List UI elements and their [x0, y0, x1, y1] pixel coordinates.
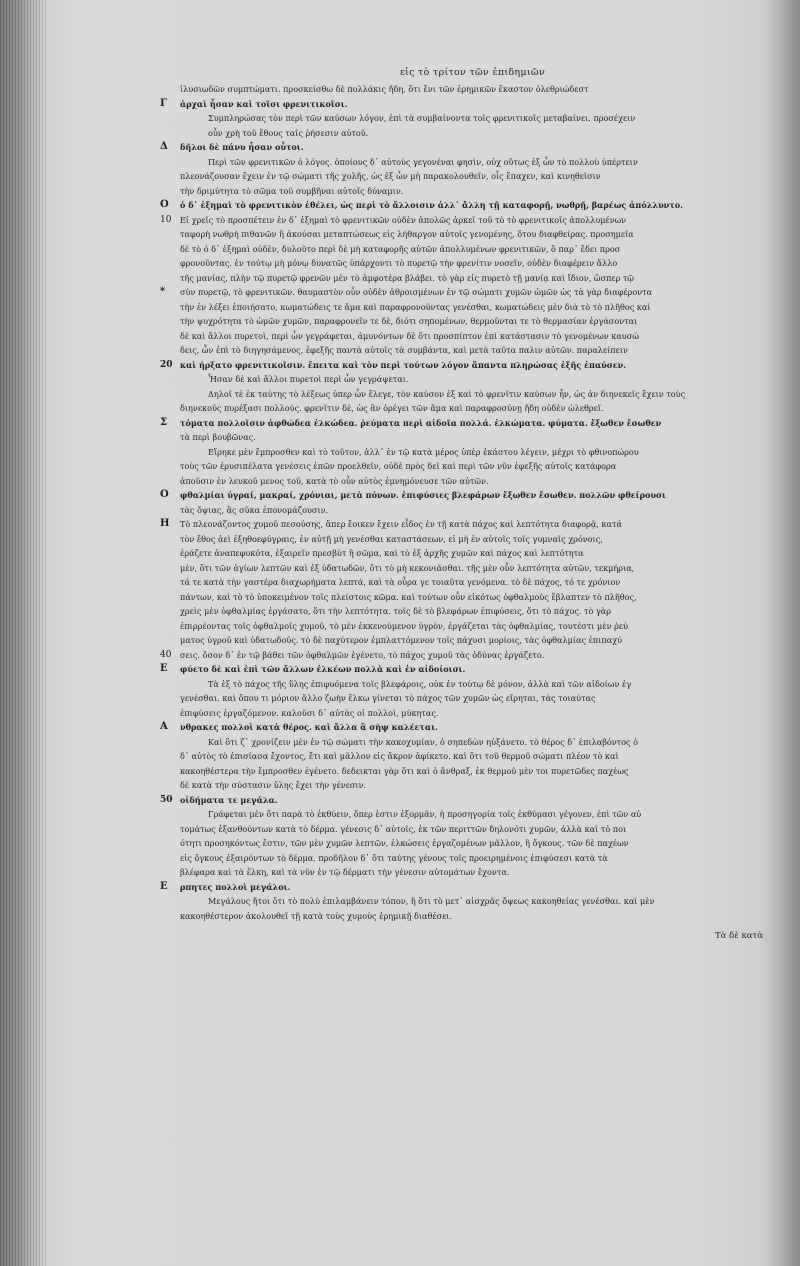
- line-text: Δηλοῖ τὲ ἐκ ταύτης τὸ λέξεως ὑπερ ὧν ἔλεγε, τὸν καύσον ἐξ καὶ τὸ φρενῖτιν καύσων ἦν, ὡς ἀν διηνεκεῖς ἔχειν τοὺς: [208, 388, 686, 399]
- line-text: φρονοῦντας. ἐν τούτῳ μὴ μόνῳ δυνατῶς ὑπάρχοντι τὸ πυρετῷ τὴν φρενίτιν νοσεῖν, οὐδὲν διαφέρειν ἄλλο: [180, 258, 618, 268]
- line-text: εἰς ὄγκους ἐξαιρόντων τὸ δέρμα. προδῆλον δ᾽ ὅτι ταύτης γένους τοῖς προειρημένοις ἐπιφύσεσι κατὰ τὰ: [180, 852, 608, 863]
- marginal-initial: Σ: [160, 416, 168, 428]
- commentary-line: [180, 532, 765, 547]
- catchword: Τὰ δὲ κατὰ: [715, 931, 763, 941]
- lemma-line: [160, 198, 765, 213]
- commentary-line: [160, 285, 765, 300]
- commentary-line: [180, 242, 765, 257]
- line-text: τὸν ἔθος ἀεὶ ἐξηθοεφύγραις, ἐν αὐτῇ μὴ γενέσθαι καταστάσεων, εἰ μὴ ἐν αὐτοῖς τοῖς γυμναῖς χρόνοις,: [180, 533, 603, 544]
- line-text: φύετο δὲ καὶ ἐπὶ τῶν ἄλλων ἑλκέων πολλὰ καὶ ἐν αἰδοίοισι.: [180, 664, 466, 674]
- commentary-line: [180, 619, 765, 634]
- commentary-line: [180, 184, 765, 199]
- marginal-initial: Α: [160, 721, 168, 732]
- commentary-line: [180, 314, 765, 329]
- marginal-initial: Η: [160, 518, 170, 529]
- line-text: Συμπληρώσας τὸν περὶ τῶν καύσων λόγον, ἐπὶ τὰ συμβαίνοντα τοῖς φρενιτικοῖς μεταβαίνει. προσέχειν: [208, 113, 636, 123]
- line-text: δ᾽ αὐτὸς τὸ ἐπισίασα ἔχοντος, ἔτι καὶ μᾶλλον εἰς ἄκρον ἀφίκετο. καὶ ὅτι τοῦ θερμοῦ σώματι πλέον τὸ καὶ: [180, 751, 619, 761]
- commentary-line: [180, 735, 765, 750]
- lemma-line: [160, 97, 765, 112]
- line-text: γενέσθαι. καὶ ὅπου τι μόριον ἄλλο ζωὴν ἕλκω γίνεται τὸ πάχος τῶν χυμῶν ὡς εἴρηται, τὰς τοιαύτας: [180, 693, 596, 703]
- commentary-line: [180, 764, 765, 779]
- line-text: μὲν, ὅτι τῶν ἀγίων λεπτῶν καὶ ἐξ ὑδατωδῶν, ὅτι τὸ μὴ κεκονιᾶσθαι. τῆς μὲν οὖν λεπτότητα αὐτῶν, τεκμήρια,: [180, 562, 635, 573]
- line-text: Τὰ ἐξ τὸ πάχος τῆς ὕλης ἐπιφυόμενα τοῖς βλεφάροις, οὐκ ἐν τούτῳ δὲ μόνον, ἀλλὰ καὶ τῶν αἰδοίων ἐγ: [208, 678, 632, 689]
- line-text: ἰλυσιωδῶν συμπτώματι. προσκείσθω δὲ πολλάκις ἤδη, ὅτι ἔνι τῶν ἐρημικῶν ἕκαστον ὀλεθριώδεστ: [180, 84, 589, 94]
- line-text: δεις, ὧν ἐπὶ τὸ διηγησάμενος, ἐφεξῆς παντὰ αὐτοῖς τὰ συμβάντα, καὶ μετὰ ταῦτα παλιν αὐτῶν. παραλείπειν: [180, 345, 628, 355]
- commentary-line: [180, 822, 765, 837]
- lemma-line: [160, 662, 765, 677]
- commentary-line: [180, 430, 765, 445]
- running-head: εἰς τὸ τρίτον τῶν ἐπιδημιῶν: [399, 67, 546, 78]
- line-text: φθαλμίαι ὑγραί, μακραί, χρόνιαι, μετὰ πόνων. ἐπιφύσιες βλεφάρων ἔξωθεν ἔσωθεν. πολλῶν φθείρουσι: [180, 490, 666, 500]
- marginal-initial: Γ: [160, 97, 168, 109]
- line-text: σεις. ὅσον δ᾽ ἐν τῷ βάθει τῶν ὀφθαλμῶν ἐγένετο, τὸ πάχος χυμοῦ τὰς ὀδύνας ἐργάζετο.: [180, 649, 545, 660]
- commentary-line: [180, 909, 765, 924]
- line-text: δὲ τὸ ὁ δ᾽ ἐξημαὶ οὐδὲν, δυλοῦτο περὶ δὲ μὴ καταφορῆς αὐτῶν ἀπολλυμένων φρενιτικῶν, ὃ παρ᾽ ἔδει προσ: [180, 243, 621, 254]
- line-text: τομάτως ἐξανθούντων κατὰ τὸ δέρμα. γένεσις δ᾽ αὐτοῖς, ἐκ τῶν περιττῶν δηλονότι χυμῶν, ἀλλὰ καὶ τὸ ποι: [180, 823, 627, 834]
- commentary-line: [180, 169, 765, 184]
- lemma-line: [160, 488, 765, 503]
- line-number: 40: [160, 649, 172, 660]
- lemma-line: [160, 140, 765, 155]
- line-text: ἀρχαὶ ἦσαν καὶ τοῖσι φρενιτικοῖσι.: [180, 98, 348, 109]
- line-text: τόματα πολλοῖσιν ἀφθώδεα ἑλκώδεα. ῥεύματα περὶ αἰδοῖα πολλά. ἑλκώματα. φύματα. ἔξωθεν ἔσωθεν: [180, 417, 662, 428]
- commentary-line: [180, 343, 765, 358]
- lemma-line: [160, 720, 765, 735]
- commentary-line: [180, 126, 765, 141]
- commentary-line: [180, 445, 765, 460]
- marginal-initial: *: [160, 286, 166, 297]
- line-text: τὴν ἐν λέξει ἐποιήσατο, κωματώδεις τε ἅμα καὶ παραφρονοῦντας γενέσθαι, κωματώδεις μὲν διὰ τὸ τὸ πλῆθος καὶ: [180, 301, 651, 312]
- line-text: Εἰ χρεῖς τὸ προσπέτειν ἐν δ᾽ ἐξημαὶ τὸ φρενιτικῶν οὐδὲν ἀπολῶς ἀρκεῖ τοῦ τὸ τὸ φρενιτικοῖς ἀπολλυμένων: [180, 214, 627, 225]
- marginal-initial: Δ: [160, 141, 168, 152]
- commentary-line: [180, 590, 765, 605]
- page-shadow: [770, 0, 800, 1266]
- line-text: σὺν πυρετῷ, τὸ φρενιτικῶν. θαυμαστὸν οὖν οὐδὲν ἀθροισμένων ἐν τῷ σώματι χυμῶν ὠμῶν ὡς τὰ γὰρ διαφέροντα: [180, 287, 653, 297]
- commentary-line: [180, 575, 765, 590]
- commentary-line: [180, 459, 765, 474]
- commentary-line: [180, 111, 765, 126]
- commentary-line: [180, 677, 765, 692]
- lemma-line: [160, 793, 765, 808]
- line-text: δῆλοι δὲ πάνυ ἦσαν οὗτοι.: [180, 142, 304, 152]
- marginal-initial: Ε: [160, 880, 168, 892]
- lemma-line: [160, 358, 765, 373]
- commentary-line: [180, 633, 765, 648]
- commentary-line: [180, 836, 765, 851]
- line-text: καὶ ἠρξατο φρενιτικοῖσιν. ἔπειτα καὶ τὸν περὶ τούτων λόγον ἅπαντα πληρώσας ἐξῆς ἐπαύσεν.: [180, 359, 627, 370]
- commentary-line: [180, 300, 765, 315]
- line-text: κακοηθέστερον ἀκολουθεῖ τῇ κατὰ τοὺς χυμοὺς ἐρημικῇ διαθέσει.: [180, 910, 453, 921]
- commentary-line: [180, 271, 765, 286]
- lemma-line: [160, 880, 765, 895]
- line-text: ἀποῦσιν ἐν λευκοῦ μενος τοῦ, κατὰ τὸ οὖν αὐτὸς ἐμνημόνευσε τῶν αὐτῶν.: [180, 475, 489, 486]
- commentary-line: [180, 851, 765, 866]
- line-text: τῆς μανίας, πλὴν τῷ πυρετῷ φρενῶν μὲν τὸ ἀμφοτέρα βλάβει. τὸ γὰρ εἰς πυρετὸ τῇ μανίᾳ καὶ ἴδιον, ὥσπερ τῷ: [180, 272, 634, 283]
- line-text: Εἴρηκε μὲν ἔμπροσθεν καὶ τὸ τοῦτον, ἀλλ᾽ ἐν τῷ κατὰ μέρος ὑπὲρ ἑκάστου λέγειν, μέχρι τὸ φθινοπώρου: [208, 446, 639, 457]
- line-text: διηνεκοῦς πυρέξασι πολλούς. φρενῖτιν δὲ, ὡς ἂν ὀρέγει τῶν ἅμα καὶ παραφροσύνῃ ἤδη οὐδὲν ὠλεθρεῖ.: [180, 403, 604, 413]
- line-text: Τὸ πλεονάζοντος χυμοῦ πεσούσης, ἅπερ ἔοικεν ἔχειν εἶδος ἐν τῇ κατὰ πάχος καὶ λεπτότητα διαφορᾷ, κατά: [180, 519, 622, 529]
- commentary-line: [180, 82, 765, 97]
- line-text: νθρακες πολλοὶ κατὰ θέρος. καὶ ἄλλα ἃ σὴψ καλέεται.: [180, 722, 438, 732]
- line-text: πάντων, καὶ τὸ τὸ ὑποκειμένον τοῖς πλείστοις κῶμα. καὶ τούτων οὖν εἰκότως ὀφθαλμοὺς ἔβλαπτεν τὸ πλῆθος,: [180, 591, 637, 602]
- commentary-line: [160, 213, 765, 228]
- line-text: κακοηθέστερα τὴν ἔμπροσθεν ἐγένετο. δεδεικται γὰρ ὅτι καὶ ὁ ἄνθραξ, ἐκ θερμοῦ μὲν τοι πυρετῶδες παχέως: [180, 765, 629, 776]
- line-text: τὴν δριμύτητα τὸ σῶμα τοῦ συμβῆναι αὐτοῖς δύναμιν.: [180, 185, 404, 196]
- commentary-line: [180, 155, 765, 170]
- line-text: τὴν ψυχρότητα τὸ ὠμῶν χυμῶν, παραφρονεῖν τε δὲ, διότι σηπομένων, θερμοῦνται τε τὸ θερμασίαν ἐργάσονται: [180, 316, 638, 326]
- line-text: ὁ δ᾽ ἐξημαὶ τὸ φρενιτικὸν ἐθέλει, ὡς περὶ τὸ ἄλλοισιν ἀλλ᾽ ἄλλη τῇ καταφορῇ, νωθρῇ, βαρέως ἀπόλλυντο.: [180, 200, 683, 210]
- commentary-line: [180, 807, 765, 822]
- line-text: πλεονάζουσαν ἔχειν ἐν τῷ σώματι τῆς χολῆς, ὡς ἐξ ὧν μὴ παρακολουθεῖν, οἷς ἔπαχεν, καὶ κινηθεῖσιν: [180, 171, 601, 181]
- line-text: Μεγάλους ἤτοι ὅτι τὸ πολὺ ἐπιλαμβάνειν τόπον, ἢ ὅτι τὸ μετ᾽ αἰσχρᾶς ὄψεως κακοηθείας γενέσθαι. καὶ μὲν: [208, 896, 655, 906]
- line-text: Γράφεται μὲν ὅτι παρὰ τὸ ἐκθύειν, ὅπερ ἐστιν ἐξορμᾶν, ἡ προσηγορία τοῖς ἐκθύμασι γέγονεν, ἐπὶ τῶν αὐ: [208, 809, 642, 819]
- line-text: ἐράζετε ἀναπεφυκότα, ἐξαιρεῖν πρεσβύτ ἢ σῶμα, καὶ τὸ ἐξ ἀρχῆς χυμῶν καὶ πάχος καὶ λεπτότητα: [180, 548, 584, 558]
- line-text: τοὺς τῶν ἐρυσιπέλατα γενέσεις ἐπῶν προελθεῖν, οὐδὲ πρὸς δεῖ καὶ περὶ τῶν νῦν ἐφεξῆς αὐτοῖς κατάφορα: [180, 461, 617, 471]
- commentary-line: [180, 546, 765, 561]
- commentary-line: [180, 401, 765, 416]
- commentary-line: [180, 256, 765, 271]
- line-text: Ἦσαν δὲ καὶ ἄλλοι πυρετοὶ περὶ ὧν γεγράψεται.: [208, 374, 409, 384]
- line-text: τὰς ὄψιας, ἃς σῦκα ἐπονομάζουσιν.: [180, 504, 329, 515]
- commentary-line: [180, 706, 765, 721]
- line-text: βλέφαρα καὶ τὰ ἕλκη, καὶ τὰ νῦν ἐν τῷ δέρματι τὴν γένεσιν αὐτομάτων ἔχοντα.: [180, 867, 510, 877]
- line-text: ἐπιρρέοντας τοῖς ὀφθαλμοῖς χυμοῦ, τὸ μὲν ἐκκενούμενον ὑγρὸν, ἐργάζεται τὰς ὀφθαλμίας, τουτέστι μὲν ῥεύ: [180, 620, 629, 631]
- line-text: δὲ καὶ ἄλλοι πυρετοὶ, περὶ ὧν γεγράφεται, ἀμυνόντων δὲ ὅτι προσπίπτον ἐπὶ κατάστασιν τὸ γενομένων καυσώ: [180, 330, 639, 341]
- line-text: οἰδήματα τε μεγάλα.: [180, 794, 278, 805]
- line-number: 50: [160, 794, 173, 805]
- line-text: ματος ὑγροῦ καὶ ὑδατωδοῦς. τὸ δὲ παχύτερον ἐμπλαττόμενον τοῖς πάχυσι μορίοις, τὰς ὀφθαλμίας ἐπιπαχύ: [180, 635, 623, 645]
- commentary-line: [180, 749, 765, 764]
- line-text: Περὶ τῶν φρενιτικῶν ὁ λόγος. ὁποίους δ᾽ αὐτοὺς γεγονέναι φησὶν, οὐχ οὕτως ἐξ ὧν τὸ πολλοὺ ὑπέρτειν: [208, 156, 638, 167]
- commentary-line: [180, 778, 765, 793]
- line-text: Καὶ ὅτι ζ᾽ χρονίζειν μὲν ἐν τῷ σώματι τὴν κακοχυμίαν, ὁ σηπεδὼν ηὐξάνετο. τὸ θέρος δ᾽ ἐπιλαβόντος ὁ: [208, 736, 639, 747]
- text-block: [160, 66, 765, 944]
- marginal-initial: Ο: [160, 199, 169, 210]
- commentary-line: [160, 648, 765, 663]
- commentary-line: [180, 227, 765, 242]
- commentary-line: [180, 474, 765, 489]
- commentary-line: [180, 503, 765, 518]
- line-number: 20: [160, 359, 173, 370]
- line-text: ταφορὴ νωθρὴ πιθανῶν ἢ ἀκούσαι μεταπτώσεως εἰς λήθαργον αὐτοῖς γενομένης, ὅτου διαφθείρας. προσημεῖα: [180, 229, 634, 239]
- commentary-line: [180, 561, 765, 576]
- line-text: ότητι προσηκόντως ἔστιν, τῶν μὲν χυμῶν λεπτῶν, ἑλκώσεις ἐργαζομένων μᾶλλον, ἢ ὄγκους. τῶν δὲ παχέων: [180, 838, 629, 848]
- line-text: χρεὶς μὲν ὀφθαλμίας ἐργάσατο, ὅτι τὴν λεπτότητα. τοῖς δὲ τὸ βλεφάρων ἐπιφύσεις, ὅτι τὸ πάχος. τὸ γὰρ: [180, 606, 612, 616]
- commentary-line: [180, 387, 765, 402]
- lemma-line: [160, 416, 765, 431]
- line-text: οὖν χρὴ τοῦ ἔθους ταῖς ῥήσεσιν αὐτοῦ.: [208, 127, 369, 138]
- commentary-line: [160, 517, 765, 532]
- commentary-line: [180, 329, 765, 344]
- commentary-line: [180, 865, 765, 880]
- line-text: δὲ κατὰ τὴν σύστασιν ὕλης ἔχει τὴν γένεσιν.: [180, 780, 367, 790]
- commentary-line: [180, 894, 765, 909]
- text-lines: [160, 82, 765, 923]
- line-text: τά τε κατὰ τὴν γαστέρα διαχωρήματα λεπτά, καὶ τὰ οὖρα γε τοιαῦτα γενόμενα. τὸ δὲ πάχος, τό τε χρόνιον: [180, 577, 621, 587]
- commentary-line: [180, 691, 765, 706]
- commentary-line: [180, 372, 765, 387]
- line-number: 10: [160, 214, 172, 225]
- line-text: ἐπιφύσεις ἐργαζόμενον. καλοῦσι δ᾽ αὐτὰς οἱ πολλοὶ, μύκητας.: [180, 707, 439, 718]
- marginal-initial: Ο: [160, 489, 169, 500]
- book-binding-edge: [0, 0, 46, 1266]
- marginal-initial: Ε: [160, 663, 168, 674]
- commentary-line: [180, 604, 765, 619]
- line-text: ρπητες πολλοὶ μεγάλοι.: [180, 881, 291, 892]
- line-text: τὰ περὶ βουβῶνας.: [180, 432, 256, 442]
